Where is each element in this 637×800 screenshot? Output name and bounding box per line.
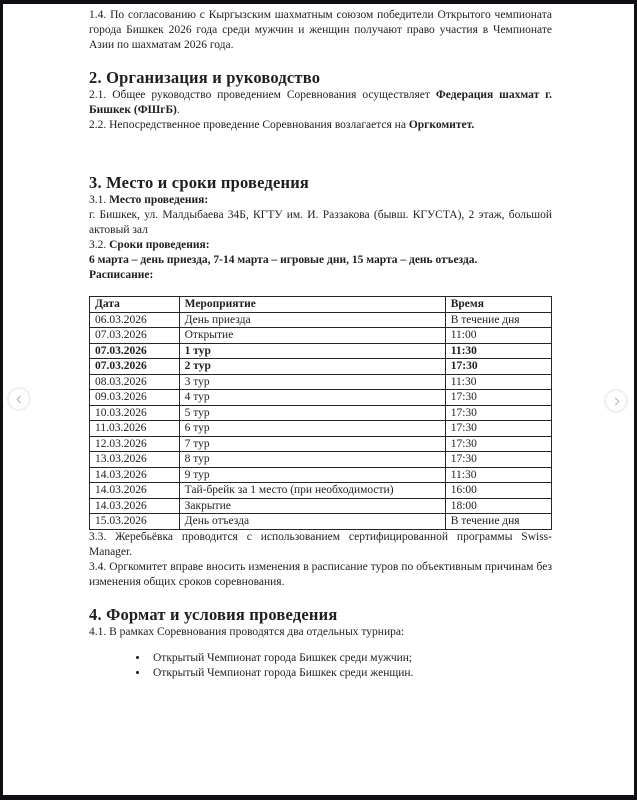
paragraph-4-1: 4.1. В рамках Соревнования проводятся два отдельных турнира: [89, 625, 405, 638]
table-cell: 17:30 [445, 421, 551, 437]
table-cell: 14.03.2026 [90, 498, 180, 514]
table-cell: 11.03.2026 [90, 421, 180, 437]
schedule-table [89, 296, 552, 530]
list-item: • Открытый Чемпионат города Бишкек среди женщин. [149, 666, 552, 682]
table-row [90, 343, 552, 359]
table-cell: 9 тур [179, 467, 445, 483]
schedule-table-head-row [90, 297, 552, 313]
table-cell: Закрытие [179, 498, 445, 514]
table-row [90, 421, 552, 437]
table-row [90, 452, 552, 468]
paragraph-2-2-text: 2.2. Непосредственное проведение Соревнования возлагается на [89, 119, 409, 131]
table-cell: 11:00 [445, 328, 551, 344]
table-cell: 14.03.2026 [90, 483, 180, 499]
table-cell: 11:30 [445, 467, 551, 483]
table-cell: 16:00 [445, 483, 551, 499]
table-cell: 11:30 [445, 343, 551, 359]
paragraph-2-1 [89, 88, 552, 118]
table-cell: 1 тур [179, 343, 445, 359]
table-cell: 7 тур [179, 436, 445, 452]
table-cell: 18:00 [445, 498, 551, 514]
dates-label: Сроки проведения: [109, 239, 210, 251]
table-row [90, 390, 552, 406]
table-cell: 17:30 [445, 405, 551, 421]
table-row [90, 498, 552, 514]
list-item: • Открытый Чемпионат города Бишкек среди мужчин; [149, 651, 552, 667]
venue-label: Место проведения: [109, 194, 209, 206]
paragraph-3-2 [89, 238, 552, 268]
schedule-table-body [90, 312, 552, 529]
table-cell: 15.03.2026 [90, 514, 180, 530]
paragraph-1-4: 1.4. По согласованию с Кыргызским шахматным союзом победители Открытого чемпионата города Бишкек 2026 года среди мужчин и женщин получают право участия в Чемпионате Азии по шахматам 2026 года. [89, 9, 552, 51]
dates-text: 6 марта – день приезда, 7-14 марта – игровые дни, 15 марта – день отъезда. [89, 254, 478, 266]
table-cell: 17:30 [445, 436, 551, 452]
carousel-prev-button[interactable] [7, 387, 31, 411]
schedule-col-header: Время [445, 297, 551, 313]
table-cell: В течение дня [445, 514, 551, 530]
table-cell: 07.03.2026 [90, 359, 180, 375]
table-cell: 3 тур [179, 374, 445, 390]
table-row [90, 405, 552, 421]
table-row [90, 328, 552, 344]
table-cell: 11:30 [445, 374, 551, 390]
table-cell: 08.03.2026 [90, 374, 180, 390]
document-page [89, 8, 552, 682]
paragraph-3-1 [89, 193, 552, 238]
chevron-right-icon [611, 396, 622, 407]
table-cell: 07.03.2026 [90, 343, 180, 359]
table-row [90, 467, 552, 483]
paragraph-2-2 [89, 118, 552, 133]
table-cell: 5 тур [179, 405, 445, 421]
table-cell: 07.03.2026 [90, 328, 180, 344]
schedule-label: Расписание: [89, 269, 154, 281]
paragraph-2-2-bold: Оргкомитет. [408, 119, 475, 131]
venue-text: г. Бишкек, ул. Малдыбаева 34Б, КГТУ им. И. Раззакова (бывш. КГУСТА), 2 этаж, большой актовый зал [89, 209, 552, 236]
table-cell: 06.03.2026 [90, 312, 180, 328]
paragraph-3-3: 3.3. Жеребьёвка проводится с использованием сертифицированной программы Swiss-Manager. [89, 530, 552, 558]
paragraph-3-1-num: 3.1. [89, 194, 110, 206]
paragraph-2-1-text: 2.1. Общее руководство проведением Соревнования осуществляет [89, 89, 436, 101]
table-cell: 2 тур [179, 359, 445, 375]
table-row [90, 374, 552, 390]
table-cell: 14.03.2026 [90, 467, 180, 483]
tournament-list [89, 651, 552, 682]
table-row [90, 514, 552, 530]
paragraph-3-2-num: 3.2. [89, 239, 110, 251]
table-cell: 8 тур [179, 452, 445, 468]
table-cell: 10.03.2026 [90, 405, 180, 421]
table-row [90, 359, 552, 375]
table-cell: Открытие [179, 328, 445, 344]
schedule-col-header: Дата [90, 297, 180, 313]
section-4-heading: 4. Формат и условия проведения [89, 604, 338, 624]
paragraph-2-1-bold: Федерация шахмат г. Бишкек (ФШгБ) [89, 89, 552, 116]
paragraph-2-1-tail: . [176, 104, 180, 116]
section-2-heading: 2. Организация и руководство [89, 68, 321, 87]
carousel-next-button[interactable] [604, 389, 628, 413]
table-row [90, 436, 552, 452]
table-cell: День приезда [179, 312, 445, 328]
schedule-col-header: Мероприятие [179, 297, 445, 313]
table-row [90, 483, 552, 499]
table-cell: В течение дня [445, 312, 551, 328]
table-cell: День отъезда [179, 514, 445, 530]
table-cell: 17:30 [445, 390, 551, 406]
table-cell: 12.03.2026 [90, 436, 180, 452]
table-cell: Тай-брейк за 1 место (при необходимости) [179, 483, 445, 499]
section-3-heading: 3. Место и сроки проведения [89, 173, 310, 192]
table-cell: 17:30 [445, 452, 551, 468]
table-cell: 09.03.2026 [90, 390, 180, 406]
table-cell: 4 тур [179, 390, 445, 406]
table-row [90, 312, 552, 328]
chevron-left-icon [14, 394, 25, 405]
table-cell: 17:30 [445, 359, 551, 375]
table-cell: 6 тур [179, 421, 445, 437]
paragraph-3-4: 3.4. Оргкомитет вправе вносить изменения в расписание туров по объективным причинам без изменения общих сроков соревнования. [89, 560, 552, 588]
table-cell: 13.03.2026 [90, 452, 180, 468]
